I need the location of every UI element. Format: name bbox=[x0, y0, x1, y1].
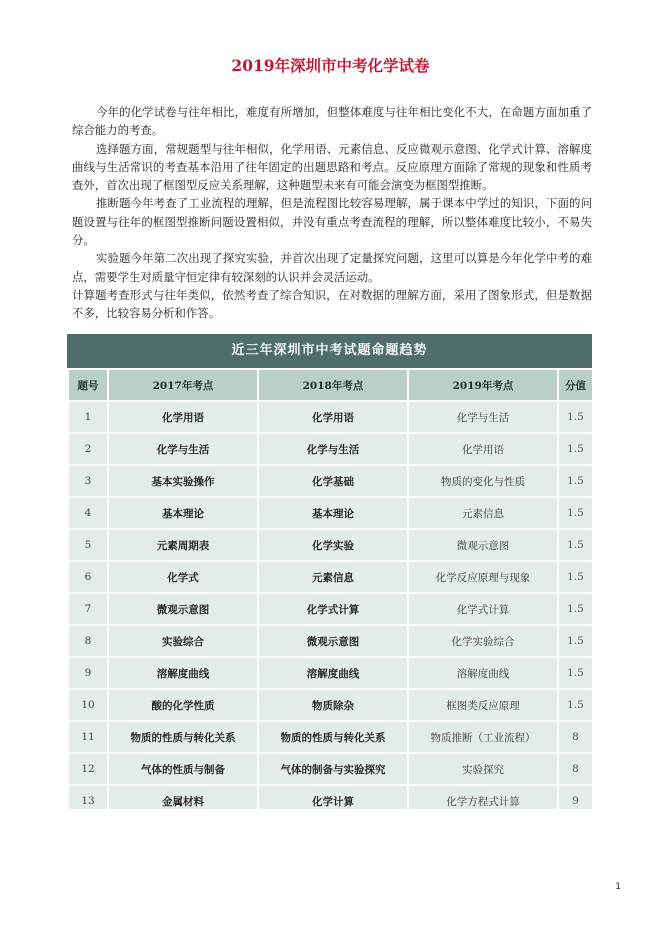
cell-2017: 基本理论 bbox=[108, 497, 258, 529]
paragraph-intro: 今年的化学试卷与往年相比，难度有所增加，但整体难度与往年相比变化不大，在命题方面加重了综合能力的考查。 bbox=[72, 105, 592, 138]
cell-2019: 化学用语 bbox=[408, 433, 558, 465]
cell-2018: 化学实验 bbox=[258, 529, 408, 561]
cell-number: 13 bbox=[68, 785, 108, 817]
cell-score: 1.5 bbox=[558, 465, 593, 497]
cell-2018: 化学计算 bbox=[258, 785, 408, 817]
cell-2019: 化学方程式计算 bbox=[408, 785, 558, 817]
cell-number: 2 bbox=[68, 433, 108, 465]
cell-2018: 化学与生活 bbox=[258, 433, 408, 465]
table-header-row bbox=[68, 369, 593, 401]
cell-2017: 气体的性质与制备 bbox=[108, 753, 258, 785]
cell-score: 1.5 bbox=[558, 593, 593, 625]
cell-number: 12 bbox=[68, 753, 108, 785]
table-heading: 近三年深圳市中考试题命题趋势 bbox=[67, 334, 592, 368]
trend-table-grid bbox=[67, 368, 594, 818]
table-row bbox=[68, 529, 593, 561]
cell-2017: 物质的性质与转化关系 bbox=[108, 721, 258, 753]
cell-number: 1 bbox=[68, 401, 108, 433]
paragraph-choice: 选择题方面，常规题型与往年相似，化学用语、元素信息、反应微观示意图、化学式计算、溶解度曲线与生活常识的考查基本沿用了往年固定的出题思路和考点。反应原理方面除了常规的现象和性质考查外，首次出现了框图型反应关系理解，这种题型未来有可能会演变为框图型推断。 bbox=[72, 141, 592, 193]
cell-2019: 化学反应原理与现象 bbox=[408, 561, 558, 593]
cell-2017: 酸的化学性质 bbox=[108, 689, 258, 721]
cell-number: 10 bbox=[68, 689, 108, 721]
body-text bbox=[72, 103, 592, 323]
table-row bbox=[68, 753, 593, 785]
cell-2019: 物质的变化与性质 bbox=[408, 465, 558, 497]
cell-2017: 微观示意图 bbox=[108, 593, 258, 625]
page-number: 1 bbox=[615, 882, 621, 892]
cell-2019: 框图类反应原理 bbox=[408, 689, 558, 721]
cell-score: 1.5 bbox=[558, 625, 593, 657]
col-header-2019: 2019年考点 bbox=[408, 369, 558, 401]
cell-2018: 化学用语 bbox=[258, 401, 408, 433]
col-header-number: 题号 bbox=[68, 369, 108, 401]
cell-2019: 实验探究 bbox=[408, 753, 558, 785]
cell-2017: 化学与生活 bbox=[108, 433, 258, 465]
trend-table bbox=[67, 334, 592, 809]
table-row bbox=[68, 689, 593, 721]
cell-number: 11 bbox=[68, 721, 108, 753]
cell-2017: 基本实验操作 bbox=[108, 465, 258, 497]
cell-score: 1.5 bbox=[558, 401, 593, 433]
paragraph-calculation: 计算题考查形式与往年类似，依然考查了综合知识，在对数据的理解方面，采用了图象形式，但是数据不多，比较容易分析和作答。 bbox=[72, 287, 592, 321]
document-title: 2019年深圳市中考化学试卷 bbox=[231, 56, 430, 75]
cell-2018: 元素信息 bbox=[258, 561, 408, 593]
cell-score: 1.5 bbox=[558, 529, 593, 561]
cell-score: 8 bbox=[558, 753, 593, 785]
col-header-score: 分值 bbox=[558, 369, 593, 401]
table-row bbox=[68, 657, 593, 689]
cell-2017: 化学用语 bbox=[108, 401, 258, 433]
cell-2018: 化学式计算 bbox=[258, 593, 408, 625]
table-row bbox=[68, 433, 593, 465]
cell-2019: 化学实验综合 bbox=[408, 625, 558, 657]
cell-2019: 化学式计算 bbox=[408, 593, 558, 625]
cell-number: 6 bbox=[68, 561, 108, 593]
cell-2017: 实验综合 bbox=[108, 625, 258, 657]
cell-2018: 物质除杂 bbox=[258, 689, 408, 721]
cell-2018: 气体的制备与实验探究 bbox=[258, 753, 408, 785]
cell-2017: 元素周期表 bbox=[108, 529, 258, 561]
col-header-2018: 2018年考点 bbox=[258, 369, 408, 401]
table-row bbox=[68, 561, 593, 593]
cell-score: 1.5 bbox=[558, 689, 593, 721]
cell-2019: 元素信息 bbox=[408, 497, 558, 529]
table-row bbox=[68, 625, 593, 657]
cell-number: 9 bbox=[68, 657, 108, 689]
cell-score: 1.5 bbox=[558, 657, 593, 689]
cell-2018: 溶解度曲线 bbox=[258, 657, 408, 689]
cell-2019: 溶解度曲线 bbox=[408, 657, 558, 689]
table-row bbox=[68, 497, 593, 529]
table-row bbox=[68, 465, 593, 497]
table-row bbox=[68, 593, 593, 625]
cell-score: 1.5 bbox=[558, 433, 593, 465]
cell-2018: 化学基础 bbox=[258, 465, 408, 497]
paragraph-experiment: 实验题今年第二次出现了探究实验，并首次出现了定量探究问题，这里可以算是今年化学中考的难点，需要学生对质量守恒定律有较深刻的认识并会灵活运动。 bbox=[72, 251, 592, 284]
paragraph-inference: 推断题今年考查了工业流程的理解，但是流程图比较容易理解，属于课本中学过的知识，下面的问题设置与往年的框图型推断问题设置相似，并没有重点考查流程的理解，所以整体难度比较小，不易失分。 bbox=[72, 196, 592, 248]
cell-2018: 微观示意图 bbox=[258, 625, 408, 657]
cell-number: 5 bbox=[68, 529, 108, 561]
table-row bbox=[68, 785, 593, 817]
cell-2019: 物质推断（工业流程） bbox=[408, 721, 558, 753]
table-body bbox=[68, 401, 593, 817]
table-row bbox=[68, 401, 593, 433]
cell-2018: 物质的性质与转化关系 bbox=[258, 721, 408, 753]
cell-number: 3 bbox=[68, 465, 108, 497]
cell-2017: 金属材料 bbox=[108, 785, 258, 817]
cell-2018: 基本理论 bbox=[258, 497, 408, 529]
cell-number: 7 bbox=[68, 593, 108, 625]
cell-score: 1.5 bbox=[558, 561, 593, 593]
cell-score: 9 bbox=[558, 785, 593, 817]
cell-2017: 化学式 bbox=[108, 561, 258, 593]
cell-score: 1.5 bbox=[558, 497, 593, 529]
cell-2019: 化学与生活 bbox=[408, 401, 558, 433]
cell-score: 8 bbox=[558, 721, 593, 753]
cell-number: 8 bbox=[68, 625, 108, 657]
cell-number: 4 bbox=[68, 497, 108, 529]
cell-2019: 微观示意图 bbox=[408, 529, 558, 561]
cell-2017: 溶解度曲线 bbox=[108, 657, 258, 689]
col-header-2017: 2017年考点 bbox=[108, 369, 258, 401]
table-row bbox=[68, 721, 593, 753]
